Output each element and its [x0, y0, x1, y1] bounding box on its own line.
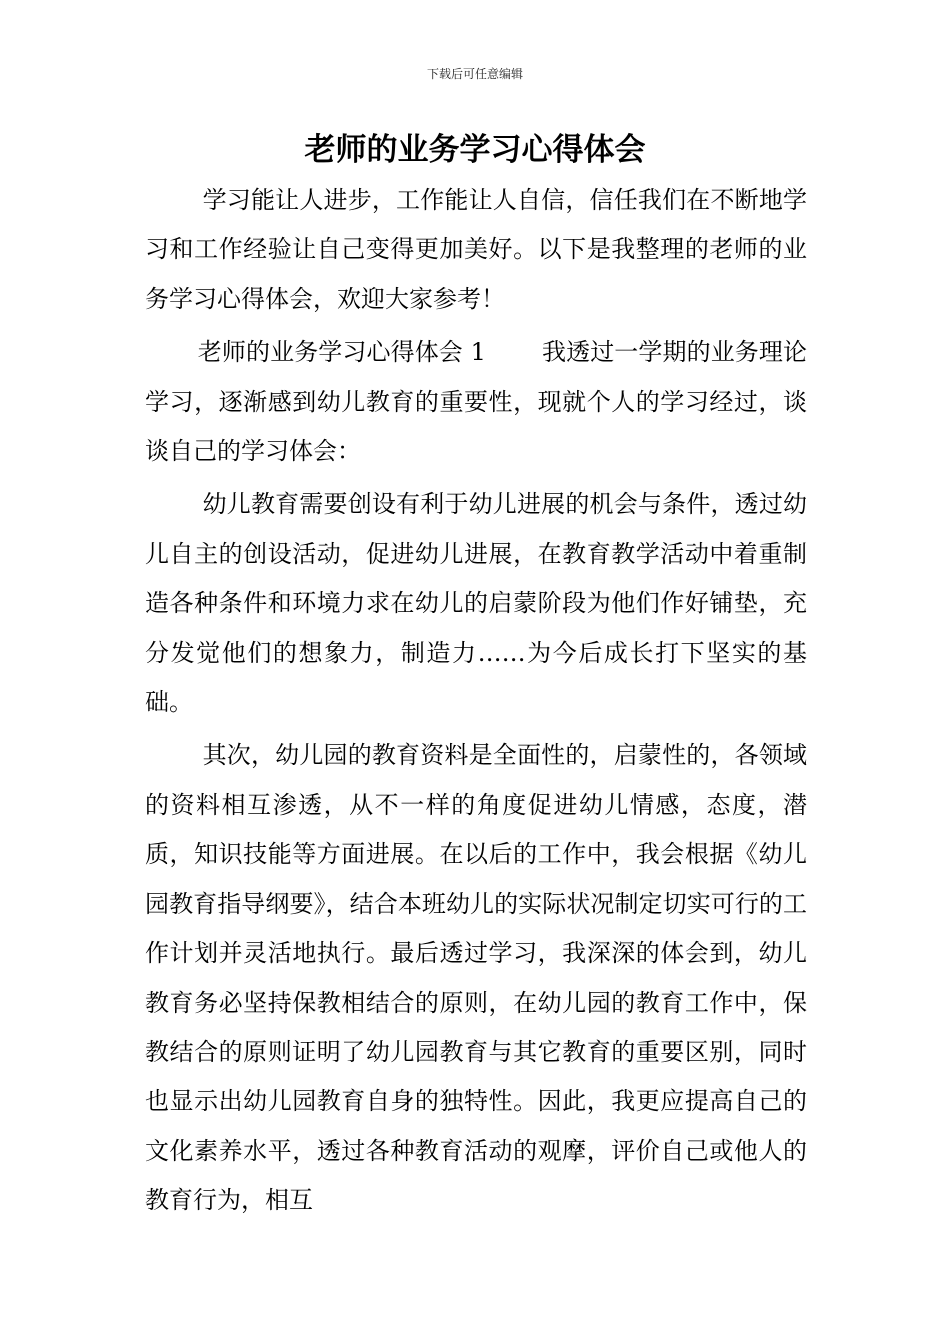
section-1-paragraph [145, 328, 807, 476]
document-body [145, 176, 807, 1230]
section-1-heading: 老师的业务学习心得体会 1 [197, 338, 486, 367]
document-title: 老师的业务学习心得体会 [304, 132, 646, 168]
section-1-lead-text: 我透过一学期的业务理论学习，逐渐感到幼儿教育的重要性，现就个人的学习经过，谈谈自己的学习体会： [145, 338, 808, 466]
paragraph-3: 其次，幼儿园的教育资料是全面性的，启蒙性的，各领域的资料相互渗透，从不一样的角度促进幼儿情感，态度，潜质，知识技能等方面进展。在以后的工作中，我会根据《幼儿园教育指导纲要》，结合本班幼儿的实际状况制定切实可行的工作计划并灵活地执行。最后透过学习，我深深的体会到，幼儿教育务必坚持保教相结合的原则，在幼儿园的教育工作中，保教结合的原则证明了幼儿园教育与其它教育的重要区别，同时也显示出幼儿园教育自身的独特性。因此，我更应提高自己的文化素养水平，透过各种教育活动的观摩，评价自己或他人的教育行为，相互 [145, 741, 807, 1215]
intro-paragraph: 学习能让人进步，工作能让人自信，信任我们在不断地学习和工作经验让自己变得更加美好。以下是我整理的老师的业务学习心得体会，欢迎大家参考！ [145, 186, 807, 313]
header-note: 下载后可任意编辑 [426, 67, 523, 81]
paragraph-2: 幼儿教育需要创设有利于幼儿进展的机会与条件，透过幼儿自主的创设活动，促进幼儿进展，在教育教学活动中着重制造各种条件和环境力求在幼儿的启蒙阶段为他们作好铺垫，充分发觉他们的想象力，制造力……为今后成长打下坚实的基础。 [145, 490, 807, 717]
